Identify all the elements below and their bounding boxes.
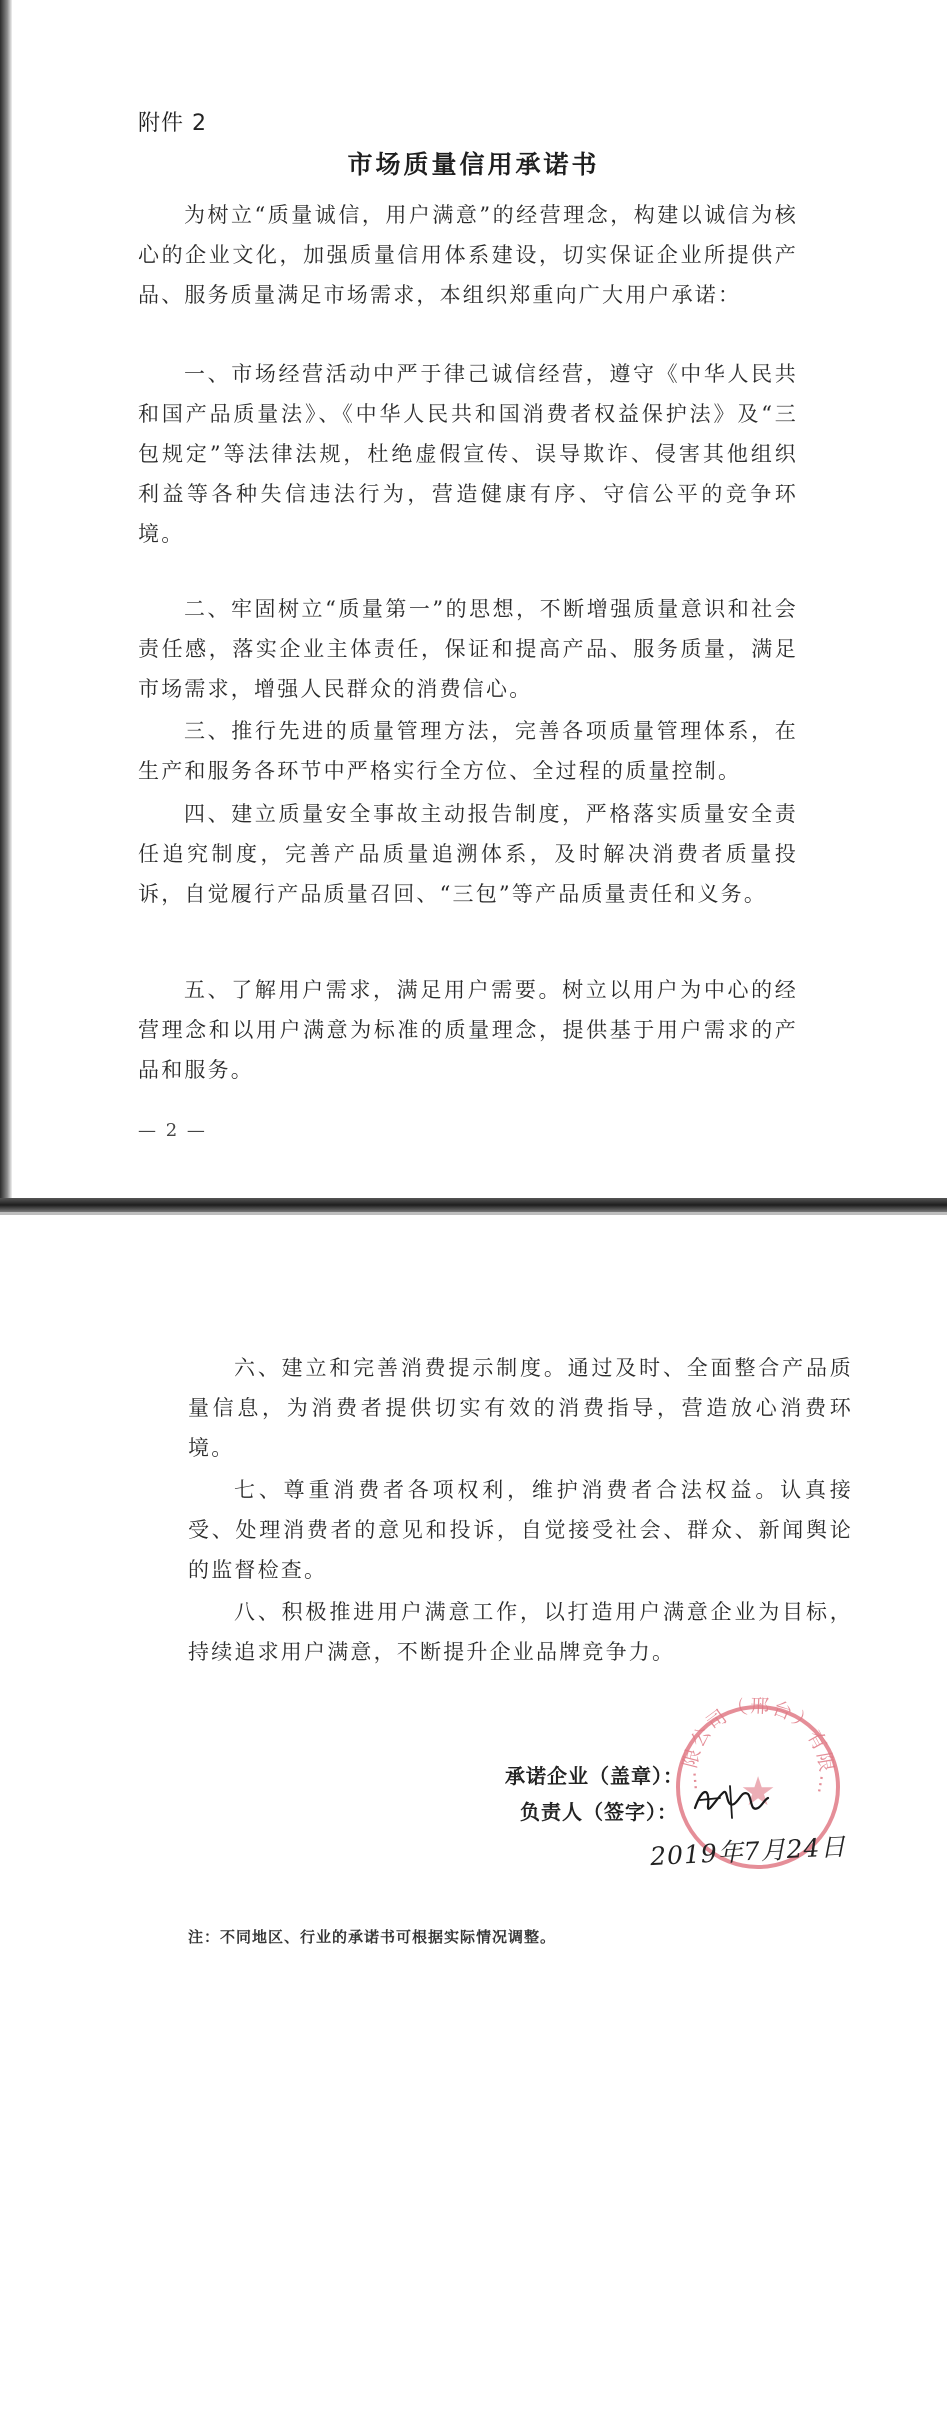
signing-date: 2019年7月24日 (649, 1831, 848, 1872)
commitment-paragraph: 三、推行先进的质量管理方法，完善各项质量管理体系，在生产和服务各环节中严格实行全方位、全过程的质量控制。 (138, 719, 798, 783)
document-title: 市场质量信用承诺书 (347, 150, 600, 179)
responsible-person-label: 负责人（签字）： (520, 1800, 678, 1824)
intro-paragraph: 为树立“质量诚信，用户满意”的经营理念，构建以诚信为核心的企业文化，加强质量信用体系建设，切实保证企业所提供产品、服务质量满足市场需求，本组织郑重向广大用户承诺： (138, 203, 798, 307)
commitment-paragraph: 四、建立质量安全事故主动报告制度，严格落实质量安全责任追究制度，完善产品质量追溯体系，及时解决消费者质量投诉，自觉履行产品质量召回、“三包”等产品质量责任和义务。 (138, 802, 798, 906)
commitment-paragraph: 六、建立和完善消费提示制度。通过及时、全面整合产品质量信息，为消费者提供切实有效的消费指导，营造放心消费环境。 (188, 1356, 853, 1460)
page-number: — 2 — (138, 1120, 207, 1141)
commitment-paragraph: 二、牢固树立“质量第一”的思想，不断增强质量意识和社会责任感，落实企业主体责任，保证和提高产品、服务质量，满足市场需求，增强人民群众的消费信心。 (138, 597, 798, 701)
commitment-paragraph: 七、尊重消费者各项权利，维护消费者合法权益。认真接受、处理消费者的意见和投诉，自觉接受社会、群众、新闻舆论的监督检查。 (188, 1478, 853, 1582)
page-two-top-edge (0, 1212, 947, 1215)
commitment-paragraph: 八、积极推进用户满意工作，以打造用户满意企业为目标，持续追求用户满意，不断提升企业品牌竞争力。 (188, 1600, 853, 1664)
page-separator (0, 1198, 947, 1212)
commitment-paragraph: 五、了解用户需求，满足用户需要。树立以用户为中心的经营理念和以用户满意为标准的质量理念，提供基于用户需求的产品和服务。 (138, 978, 798, 1082)
handwritten-signature (690, 1778, 770, 1826)
page-one (0, 0, 947, 1205)
footnote: 注：不同地区、行业的承诺书可根据实际情况调整。 (188, 1928, 557, 1946)
appendix-label: 附件 2 (138, 111, 207, 136)
company-seal-label: 承诺企业（盖章）： (505, 1764, 684, 1788)
seal-text: …限公司（邢台）有限… (678, 1695, 838, 1799)
svg-text:★: ★ (740, 1769, 776, 1815)
commitment-paragraph: 一、市场经营活动中严于律己诚信经营，遵守《中华人民共和国产品质量法》、《中华人民共和国消费者权益保护法》及“三包规定”等法律法规，杜绝虚假宣传、误导欺诈、侵害其他组织利益等各种失信违法行为，营造健康有序、守信公平的竞争环境。 (138, 362, 798, 546)
